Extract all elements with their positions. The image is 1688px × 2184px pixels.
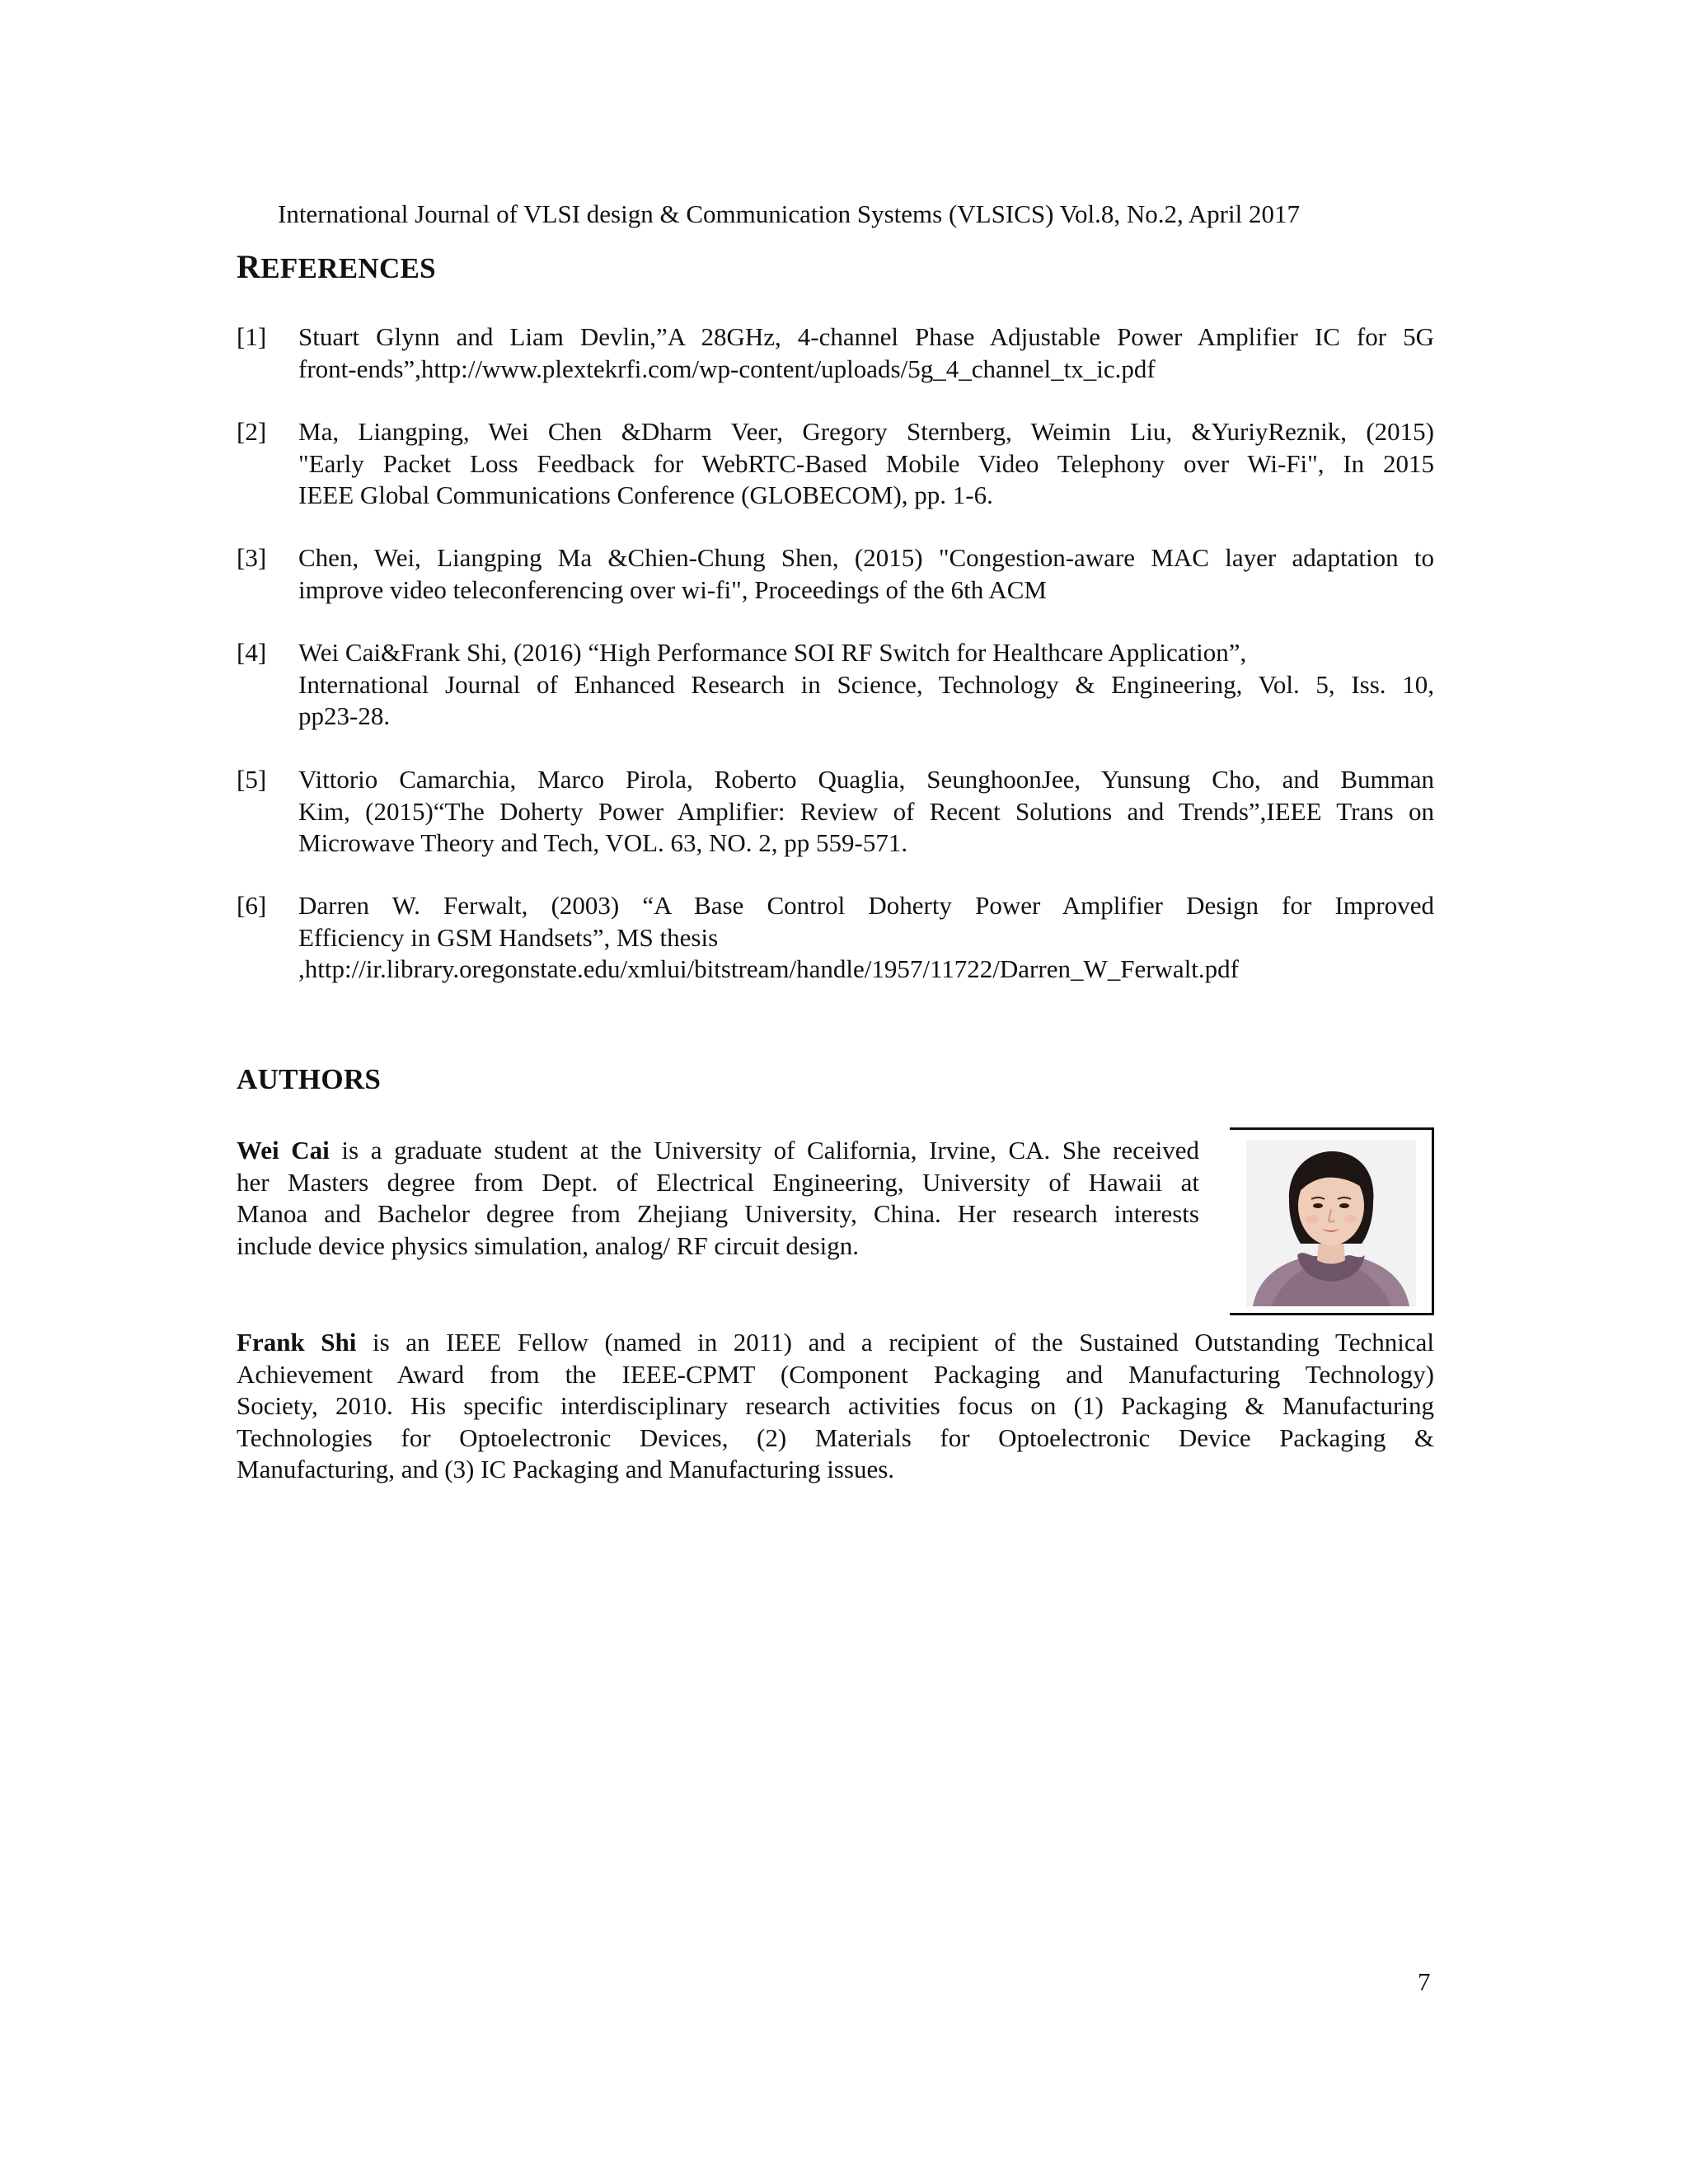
reference-number: [3] — [237, 543, 267, 572]
bio-line: Achievement Award from the IEEE-CPMT (Component Packaging and Manufacturing Technology) — [237, 1359, 1434, 1389]
reference-text — [298, 321, 1434, 385]
authors-heading: AUTHORS — [237, 1063, 382, 1095]
bio-line: Society, 2010. His specific interdisciplinary research activities focus on (1) Packaging & Manufacturing — [237, 1391, 1434, 1420]
reference-line: "Early Packet Loss Feedback for WebRTC-Based Mobile Video Telephony over Wi-Fi", In 2015 — [298, 448, 1434, 478]
references-heading-rest: EFERENCES — [260, 252, 436, 284]
references-heading — [237, 249, 436, 287]
bio-line — [237, 1135, 1199, 1167]
reference-item-2 — [237, 416, 1434, 512]
author-name: Frank Shi — [237, 1328, 357, 1357]
page-number: 7 — [1418, 1967, 1431, 1996]
reference-line: Efficiency in GSM Handsets”, MS thesis — [298, 922, 719, 952]
reference-item-6 — [237, 890, 1434, 986]
reference-text — [298, 637, 1434, 733]
reference-line: International Journal of Enhanced Research in Science, Technology & Engineering, Vol. 5, Iss. 10, — [298, 669, 1434, 699]
reference-line: improve video teleconferencing over wi-fi", Proceedings of the 6th ACM — [298, 574, 1047, 604]
reference-number: [1] — [237, 322, 267, 351]
bio-line: Manoa and Bachelor degree from Zhejiang University, China. Her research interests — [237, 1199, 1199, 1228]
reference-line: Stuart Glynn and Liam Devlin,”A 28GHz, 4-channel Phase Adjustable Power Amplifier IC for 5G — [298, 322, 1434, 351]
bio-line-text: is a graduate student at the University of California, Irvine, CA. She received — [329, 1136, 1200, 1165]
reference-line: Wei Cai&Frank Shi, (2016) “High Performance SOI RF Switch for Healthcare Application”, — [298, 638, 1247, 667]
reference-number: [6] — [237, 891, 267, 920]
reference-item-5 — [237, 764, 1434, 860]
reference-text — [298, 542, 1434, 606]
bio-line: her Masters degree from Dept. of Electrical Engineering, University of Hawaii at — [237, 1167, 1199, 1197]
reference-line: Microwave Theory and Tech, VOL. 63, NO. 2, pp 559-571. — [298, 828, 908, 857]
bio-line — [237, 1327, 1434, 1359]
reference-line: pp23-28. — [298, 701, 391, 730]
reference-line: Ma, Liangping, Wei Chen &Dharm Veer, Gregory Sternberg, Weimin Liu, &YuriyReznik, (2015) — [298, 417, 1434, 446]
reference-line: front-ends”,http://www.plextekrfi.com/wp-content/uploads/5g_4_channel_tx_ic.pdf — [298, 354, 1156, 383]
reference-text — [298, 416, 1434, 512]
bio-line: include device physics simulation, analog/ RF circuit design. — [237, 1230, 860, 1260]
reference-text — [298, 890, 1434, 986]
bio-line: Technologies for Optoelectronic Devices, (2) Materials for Optoelectronic Device Packaging & — [237, 1422, 1434, 1452]
author-name: Wei Cai — [237, 1136, 330, 1165]
reference-line: Chen, Wei, Liangping Ma &Chien-Chung Shen, (2015) "Congestion-aware MAC layer adaptation to — [298, 543, 1434, 572]
author-bio-frank-shi — [237, 1327, 1434, 1486]
reference-line: Darren W. Ferwalt, (2003) “A Base Control Doherty Power Amplifier Design for Improved — [298, 891, 1434, 920]
reference-item-4 — [237, 637, 1434, 733]
reference-text — [298, 764, 1434, 860]
reference-item-1 — [237, 321, 1434, 385]
portrait-illustration — [1246, 1140, 1416, 1306]
author-photo-frame — [1230, 1127, 1434, 1315]
reference-line: ,http://ir.library.oregonstate.edu/xmlui/bitstream/handle/1957/11722/Darren_W_Ferwalt.pdf — [298, 954, 1239, 983]
reference-line: IEEE Global Communications Conference (GLOBECOM), pp. 1-6. — [298, 480, 993, 509]
reference-line: Kim, (2015)“The Doherty Power Amplifier: Review of Recent Solutions and Trends”,IEEE Trans on — [298, 796, 1434, 826]
reference-number: [5] — [237, 765, 267, 794]
reference-item-3 — [237, 542, 1434, 606]
running-header: International Journal of VLSI design & Communication Systems (VLSICS) Vol.8, No.2, April 2017 — [278, 199, 1300, 228]
reference-number: [2] — [237, 417, 267, 446]
bio-line: Manufacturing, and (3) IC Packaging and Manufacturing issues. — [237, 1455, 895, 1483]
author-bio-wei-cai — [237, 1135, 1199, 1262]
reference-number: [4] — [237, 638, 267, 667]
bio-line-text: is an IEEE Fellow (named in 2011) and a recipient of the Sustained Outstanding Technical — [356, 1328, 1434, 1357]
references-heading-initial: R — [237, 248, 261, 285]
reference-line: Vittorio Camarchia, Marco Pirola, Roberto Quaglia, SeunghoonJee, Yunsung Cho, and Bumman — [298, 765, 1434, 794]
author-photo — [1246, 1140, 1416, 1306]
